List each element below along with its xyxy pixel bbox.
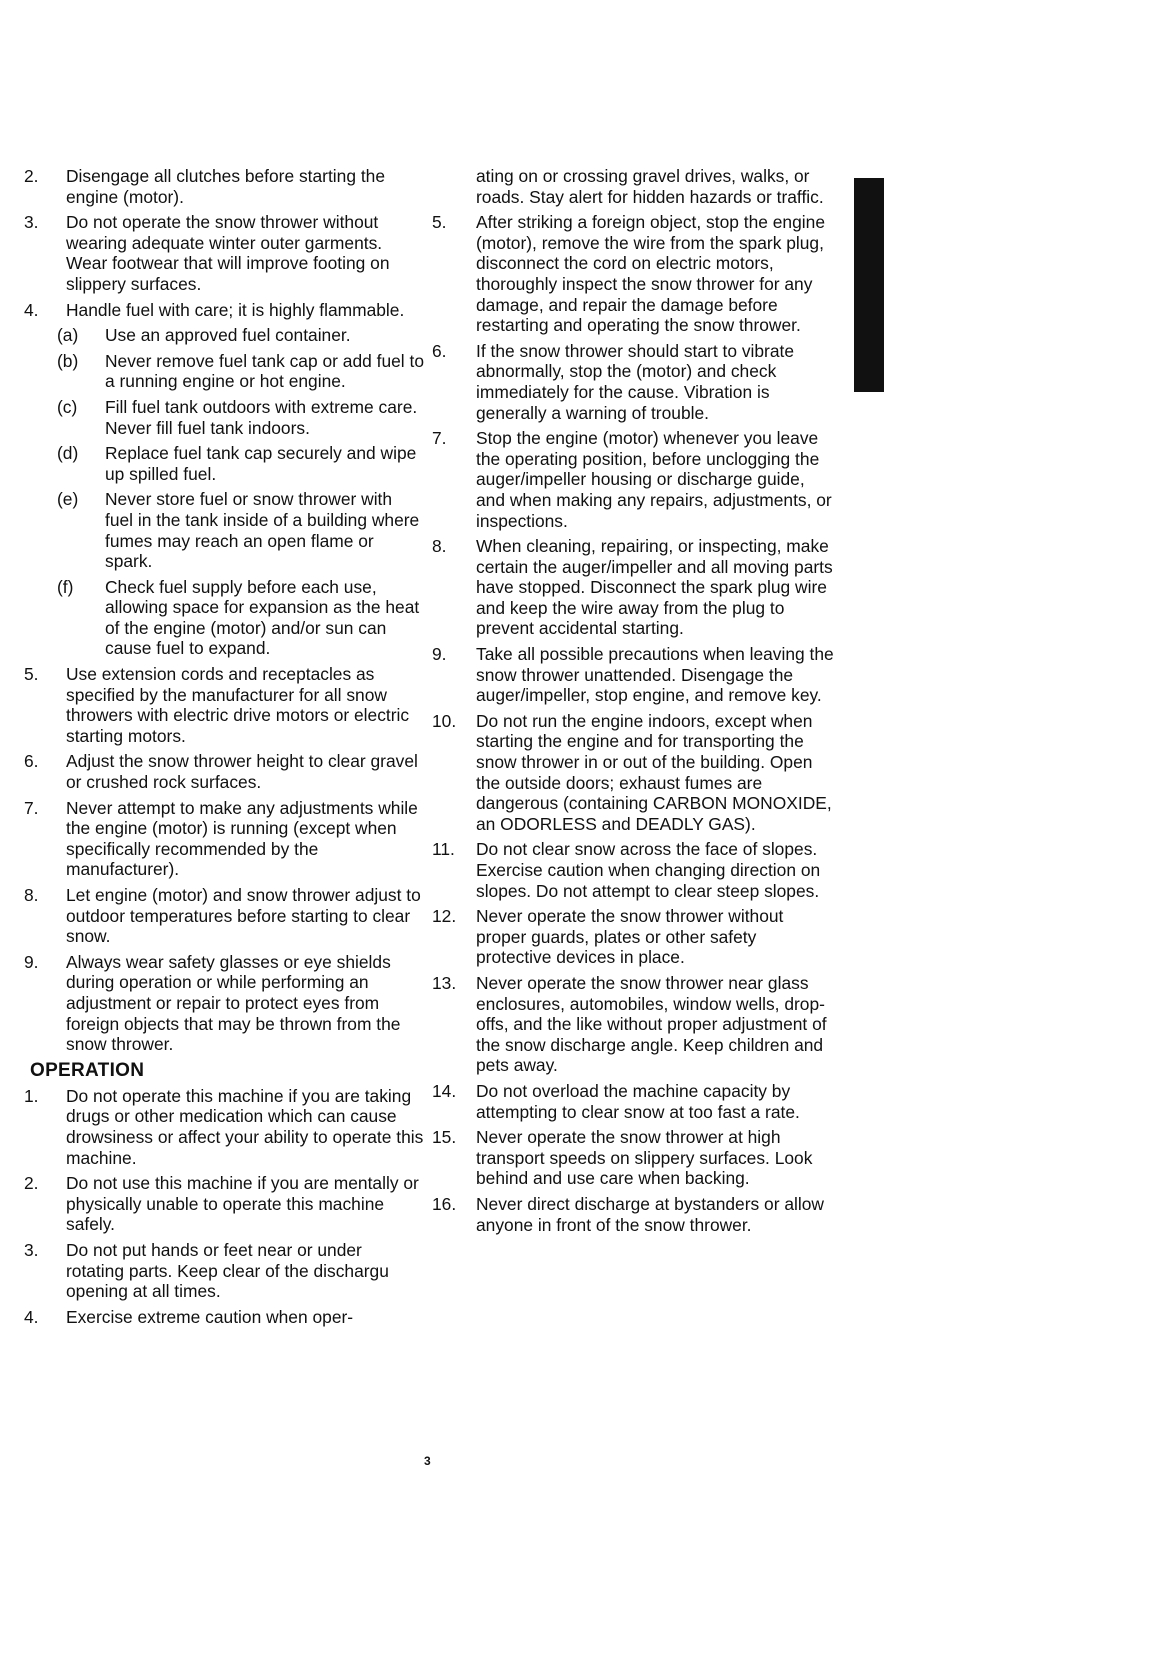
item-number: 6. <box>24 751 39 772</box>
item-number: 9. <box>432 644 447 665</box>
item-number: 7. <box>432 428 447 449</box>
continued-text: ating on or crossing gravel drives, walks, or roads. Stay alert for hidden hazards or traffic. <box>476 166 824 207</box>
item-text: Do not overload the machine capacity by attempting to clear snow at too fast a rate. <box>476 1080 800 1122</box>
list-item <box>24 751 424 792</box>
item-text: Do not clear snow across the face of slopes. Exercise caution when changing direction on slopes. Do not attempt to clear steep slopes. <box>476 839 821 901</box>
list-item <box>432 1127 836 1189</box>
sub-list-item <box>57 351 424 392</box>
list-item <box>24 1173 424 1235</box>
list-item <box>24 212 424 294</box>
item-text: Do not operate this machine if you are taking drugs or other medication which can cause drowsiness or affect your ability to operate this machine. <box>66 1085 424 1168</box>
list-item <box>432 711 836 835</box>
list-item <box>24 885 424 947</box>
item-number: 3. <box>24 1239 39 1260</box>
item-text: Adjust the snow thrower height to clear gravel or crushed rock surfaces. <box>66 751 418 793</box>
item-text: Disengage all clutches before starting the engine (motor). <box>66 166 386 207</box>
item-text: Never operate the snow thrower at high transport speeds on slippery surfaces. Look behind and use care when backing. <box>476 1127 813 1189</box>
sub-item-letter: (a) <box>57 325 79 346</box>
sub-item-text: Never remove fuel tank cap or add fuel to a running engine or hot engine. <box>105 350 425 392</box>
section-tab-marker <box>854 178 884 392</box>
left-column <box>24 166 424 1332</box>
item-text: Take all possible precautions when leaving the snow thrower unattended. Disengage the auger/impeller, stop engine, and remove key. <box>476 644 834 706</box>
list-item <box>24 952 424 1055</box>
item-text: After striking a foreign object, stop the engine (motor), remove the wire from the spark plug, disconnect the cord on electric motors, thoroughly inspect the snow thrower for any damage, and repair the damage before restarting and operating the snow thrower. <box>476 212 825 336</box>
item-number: 13. <box>432 972 457 993</box>
item-number: 7. <box>24 797 39 818</box>
item-number: 8. <box>24 885 39 905</box>
item-number: 14. <box>432 1080 457 1101</box>
item-text: Do not put hands or feet near or under rotating parts. Keep clear of the dischargu opening at all times. <box>66 1239 389 1302</box>
sub-item-text: Replace fuel tank cap securely and wipe up spilled fuel. <box>105 443 417 484</box>
item-number: 5. <box>24 664 39 685</box>
list-item <box>24 1086 424 1168</box>
sub-item-text: Check fuel supply before each use, allowing space for expansion as the heat of the engine (motor) and/or sun can cause fuel to expand. <box>105 576 420 659</box>
item-number: 3. <box>24 212 39 233</box>
item-number: 12. <box>432 906 457 927</box>
list-item <box>24 1240 424 1302</box>
item-text: Always wear safety glasses or eye shields during operation or while performing an adjustment or repair to protect eyes from foreign objects that may be thrown from the snow thrower. <box>66 951 401 1055</box>
item-number: 2. <box>24 1173 39 1194</box>
sub-list-item <box>57 489 424 571</box>
item-text: If the snow thrower should start to vibrate abnormally, stop the (motor) and check immediately for the cause. Vibration is generally a warning of trouble. <box>476 340 795 423</box>
item-text: Do not use this machine if you are mentally or physically unable to operate this machine safely. <box>66 1173 419 1235</box>
item-number: 9. <box>24 951 39 972</box>
sub-list-item <box>57 397 424 438</box>
list-item <box>24 664 424 746</box>
sub-item-letter: (f) <box>57 576 74 597</box>
list-item <box>432 973 836 1076</box>
item-number: 11. <box>432 839 455 860</box>
item-text: Never operate the snow thrower without proper guards, plates or other safety protective devices in place. <box>476 906 784 968</box>
right-column <box>432 166 836 1240</box>
item-text: Let engine (motor) and snow thrower adjust to outdoor temperatures before starting to clear snow. <box>66 885 421 947</box>
sub-list-item <box>57 325 424 346</box>
list-item <box>432 1081 836 1122</box>
item-text: Use extension cords and receptacles as specified by the manufacturer for all snow throwers with electric drive motors or electric starting motors. <box>66 664 410 746</box>
item-text: Never operate the snow thrower near glass enclosures, automobiles, window wells, drop-offs, and the like without proper adjustment of the snow discharge angle. Keep children and pets away. <box>476 972 827 1076</box>
item-text: When cleaning, repairing, or inspecting, make certain the auger/impeller and all moving parts have stopped. Disconnect the spark plug wire and keep the wire away from the plug to prevent accidental starting. <box>476 536 833 639</box>
list-item <box>432 341 836 423</box>
sub-list-item <box>57 443 424 484</box>
list-item <box>432 212 836 336</box>
operation-heading: OPERATION <box>30 1059 145 1081</box>
item-number: 15. <box>432 1127 457 1148</box>
item-text: Do not operate the snow thrower without wearing adequate winter outer garments. Wear footwear that will improve footing on slippery surfaces. <box>66 212 390 294</box>
item-number: 1. <box>24 1085 39 1106</box>
list-item <box>432 644 836 706</box>
item-text: Exercise extreme caution when oper- <box>66 1306 354 1327</box>
sub-item-letter: (c) <box>57 396 78 417</box>
sub-item-letter: (d) <box>57 443 79 464</box>
list-item <box>24 300 424 321</box>
sub-item-text: Use an approved fuel container. <box>105 325 351 346</box>
item-number: 10. <box>432 710 457 731</box>
list-item <box>432 428 836 531</box>
item-number: 4. <box>24 1306 39 1327</box>
item-text: Handle fuel with care; it is highly flammable. <box>66 299 405 320</box>
sub-item-letter: (e) <box>57 489 79 510</box>
item-text: Never direct discharge at bystanders or allow anyone in front of the snow thrower. <box>476 1193 824 1235</box>
sub-item-text: Fill fuel tank outdoors with extreme care. Never fill fuel tank indoors. <box>105 396 418 438</box>
sub-item-text: Never store fuel or snow thrower with fuel in the tank inside of a building where fumes may reach an open flame or spark. <box>105 489 420 572</box>
list-item <box>432 536 836 639</box>
item-text: Stop the engine (motor) whenever you leave the operating position, before unclogging the auger/impeller housing or discharge guide, and when making any repairs, adjustments, or inspections. <box>476 428 832 531</box>
item-number: 2. <box>24 166 39 186</box>
item-number: 8. <box>432 536 447 557</box>
item-number: 16. <box>432 1193 457 1214</box>
item-number: 4. <box>24 299 39 320</box>
item-text: Do not run the engine indoors, except when starting the engine and for transporting the snow thrower in or out of the building. Open the outside doors; exhaust fumes are dangerous (containing CARBON MONOXIDE, an ODORLESS and DEADLY GAS). <box>476 710 832 834</box>
list-item <box>432 906 836 968</box>
sub-item-letter: (b) <box>57 350 79 371</box>
list-item <box>432 1194 836 1235</box>
list-item <box>432 839 836 901</box>
sub-list-item <box>57 577 424 659</box>
list-item <box>24 1307 424 1328</box>
list-item <box>24 166 424 207</box>
page-number: 3 <box>424 1454 431 1468</box>
list-item <box>24 798 424 880</box>
item-number: 5. <box>432 212 447 233</box>
item-text: Never attempt to make any adjustments while the engine (motor) is running (except when specifically recommended by the manufacturer). <box>66 797 418 880</box>
item-number: 6. <box>432 340 447 361</box>
